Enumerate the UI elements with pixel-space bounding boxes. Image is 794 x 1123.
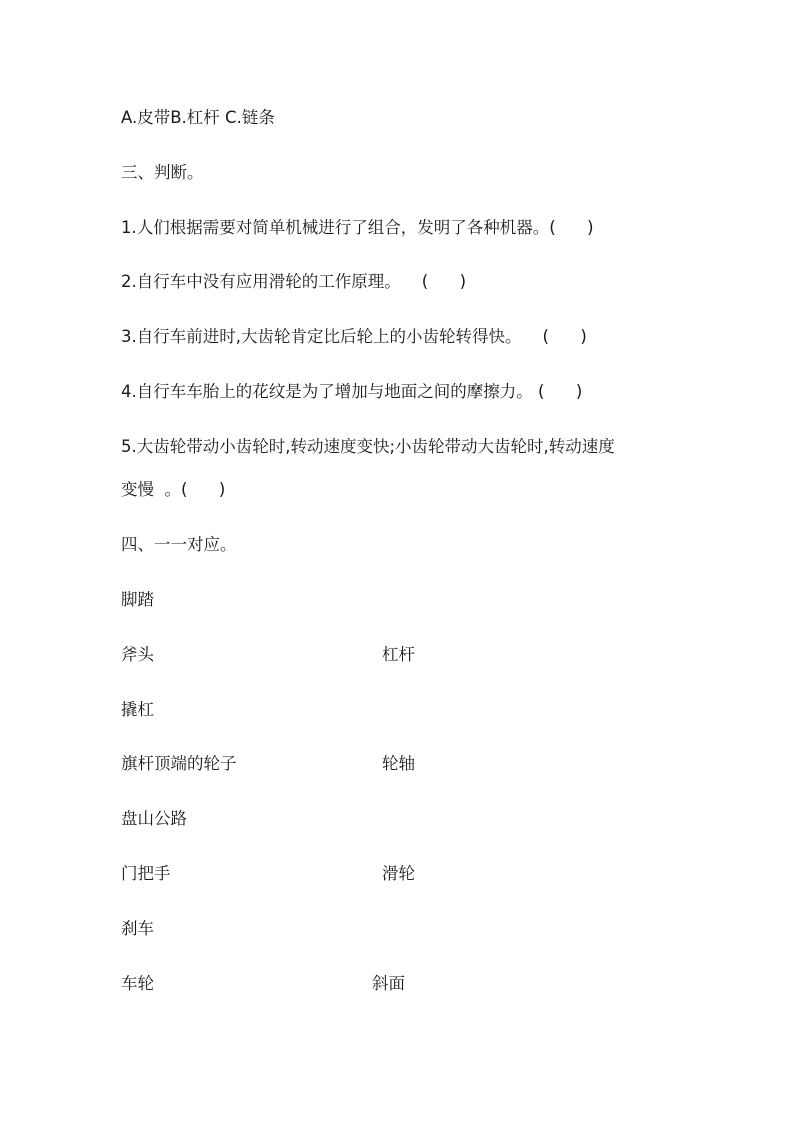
judge-item-5: 5.大齿轮带动小齿轮时,转动速度变快;小齿轮带动大齿轮时,转动速度: [121, 437, 615, 456]
judge-item-3: 3.自行车前进时,大齿轮肯定比后轮上的小齿轮转得快。 ( ): [121, 327, 587, 346]
match-right-item: 斜面: [372, 974, 405, 993]
judge-item-1: 1.人们根据需要对简单机械进行了组合，发明了各种机器。( ): [121, 218, 594, 237]
judge-item-2: 2.自行车中没有应用滑轮的工作原理。 ( ): [121, 272, 467, 291]
match-left-item: 车轮: [121, 974, 154, 993]
match-left-item: 刹车: [121, 919, 154, 938]
match-left-item: 盘山公路: [121, 809, 187, 828]
judge-item-4: 4.自行车车胎上的花纹是为了增加与地面之间的摩擦力。 ( ): [121, 382, 583, 401]
match-left-item: 脚踏: [121, 590, 154, 609]
section3-heading: 三、判断。: [121, 163, 204, 182]
section4-heading: 四、一一对应。: [121, 535, 237, 554]
match-left-item: 门把手: [121, 864, 171, 883]
match-right-item: 滑轮: [382, 864, 415, 883]
match-right-item: 杠杆: [382, 645, 415, 664]
match-right-item: 轮轴: [382, 754, 415, 773]
match-left-item: 斧头: [121, 645, 154, 664]
match-left-item: 撬杠: [121, 700, 154, 719]
match-left-item: 旗杆顶端的轮子: [121, 754, 237, 773]
choice-options: A.皮带B.杠杆 C.链条: [121, 108, 275, 127]
judge-item-5-cont: 变慢 。( ): [121, 480, 226, 499]
